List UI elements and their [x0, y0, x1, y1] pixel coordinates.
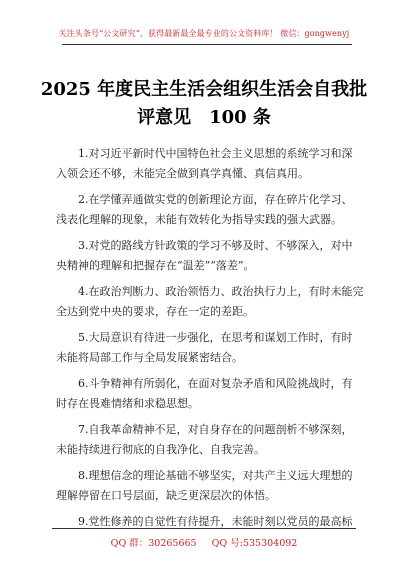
header-divider: [62, 44, 352, 45]
paragraph-1: [56, 144, 356, 184]
paragraph-line: 5.大局意识有待进一步强化，在思考和谋划工作时，有时: [78, 331, 353, 344]
paragraph-line: 7.自我革命精神不足，对自身存在的问题剖析不够深刻，: [78, 423, 353, 436]
document-title: [40, 76, 368, 132]
paragraph-4: [56, 282, 364, 322]
paragraph-7: [56, 420, 356, 460]
header-banner: 关注头条号“公文研究”，获得最新最全最专业的公文资料库！ 微信：gongwenyj: [58, 29, 350, 38]
document-title-line-1: 2025 年度民主生活会组织生活会自我批: [40, 79, 368, 100]
paragraph-line: 4.在政治判断力、政治领悟力、政治执行力上，有时未能完: [78, 285, 364, 298]
document-title-line-2: 评意见 100 条: [137, 107, 271, 128]
paragraph-line: 浅表化理解的现象，未能有效转化为指导实践的强大武器。: [56, 213, 342, 226]
paragraph-line: 理解停留在口号层面，缺乏更深层次的体悟。: [56, 489, 276, 502]
paragraph-line: 1.对习近平新时代中国特色社会主义思想的系统学习和深: [78, 147, 353, 160]
paragraph-line: 8.理想信念的理论基础不够坚实，对共产主义远大理想的: [78, 469, 353, 482]
document-body: [56, 144, 364, 538]
paragraph-line: 未能持续进行彻底的自我净化、自我完善。: [56, 443, 265, 456]
paragraph-5: [56, 328, 356, 368]
paragraph-line: 央精神的理解和把握存在“温差”“落差”。: [56, 259, 255, 272]
paragraph-8: [56, 466, 356, 506]
paragraph-2: [56, 190, 356, 230]
footer-qq-number: QQ 号:535304092: [211, 538, 298, 549]
paragraph-line: 9.党性修养的自觉性有待提升，未能时刻以党员的最高标: [78, 515, 353, 528]
paragraph-6: [56, 374, 356, 414]
footer: [0, 535, 408, 549]
paragraph-line: 2.在学懂弄通做实党的创新理论方面，存在碎片化学习、: [78, 193, 353, 206]
paragraph-line: 全达到党中央的要求，存在一定的差距。: [56, 305, 254, 318]
paragraph-9: [56, 512, 356, 532]
paragraph-line: 时存在畏难情绪和求稳思想。: [56, 397, 199, 410]
paragraph-line: 未能将局部工作与全局发展紧密结合。: [56, 351, 243, 364]
paragraph-3: [56, 236, 356, 276]
footer-qq-group: QQ 群：30265665: [110, 538, 197, 549]
paragraph-line: 6.斗争精神有所弱化，在面对复杂矛盾和风险挑战时，有: [78, 377, 353, 390]
paragraph-line: 入领会还不够，未能完全做到真学真懂、真信真用。: [56, 167, 309, 180]
footer-divider: [52, 528, 356, 529]
paragraph-line: 3.对党的路线方针政策的学习不够及时、不够深入，对中: [78, 239, 353, 252]
